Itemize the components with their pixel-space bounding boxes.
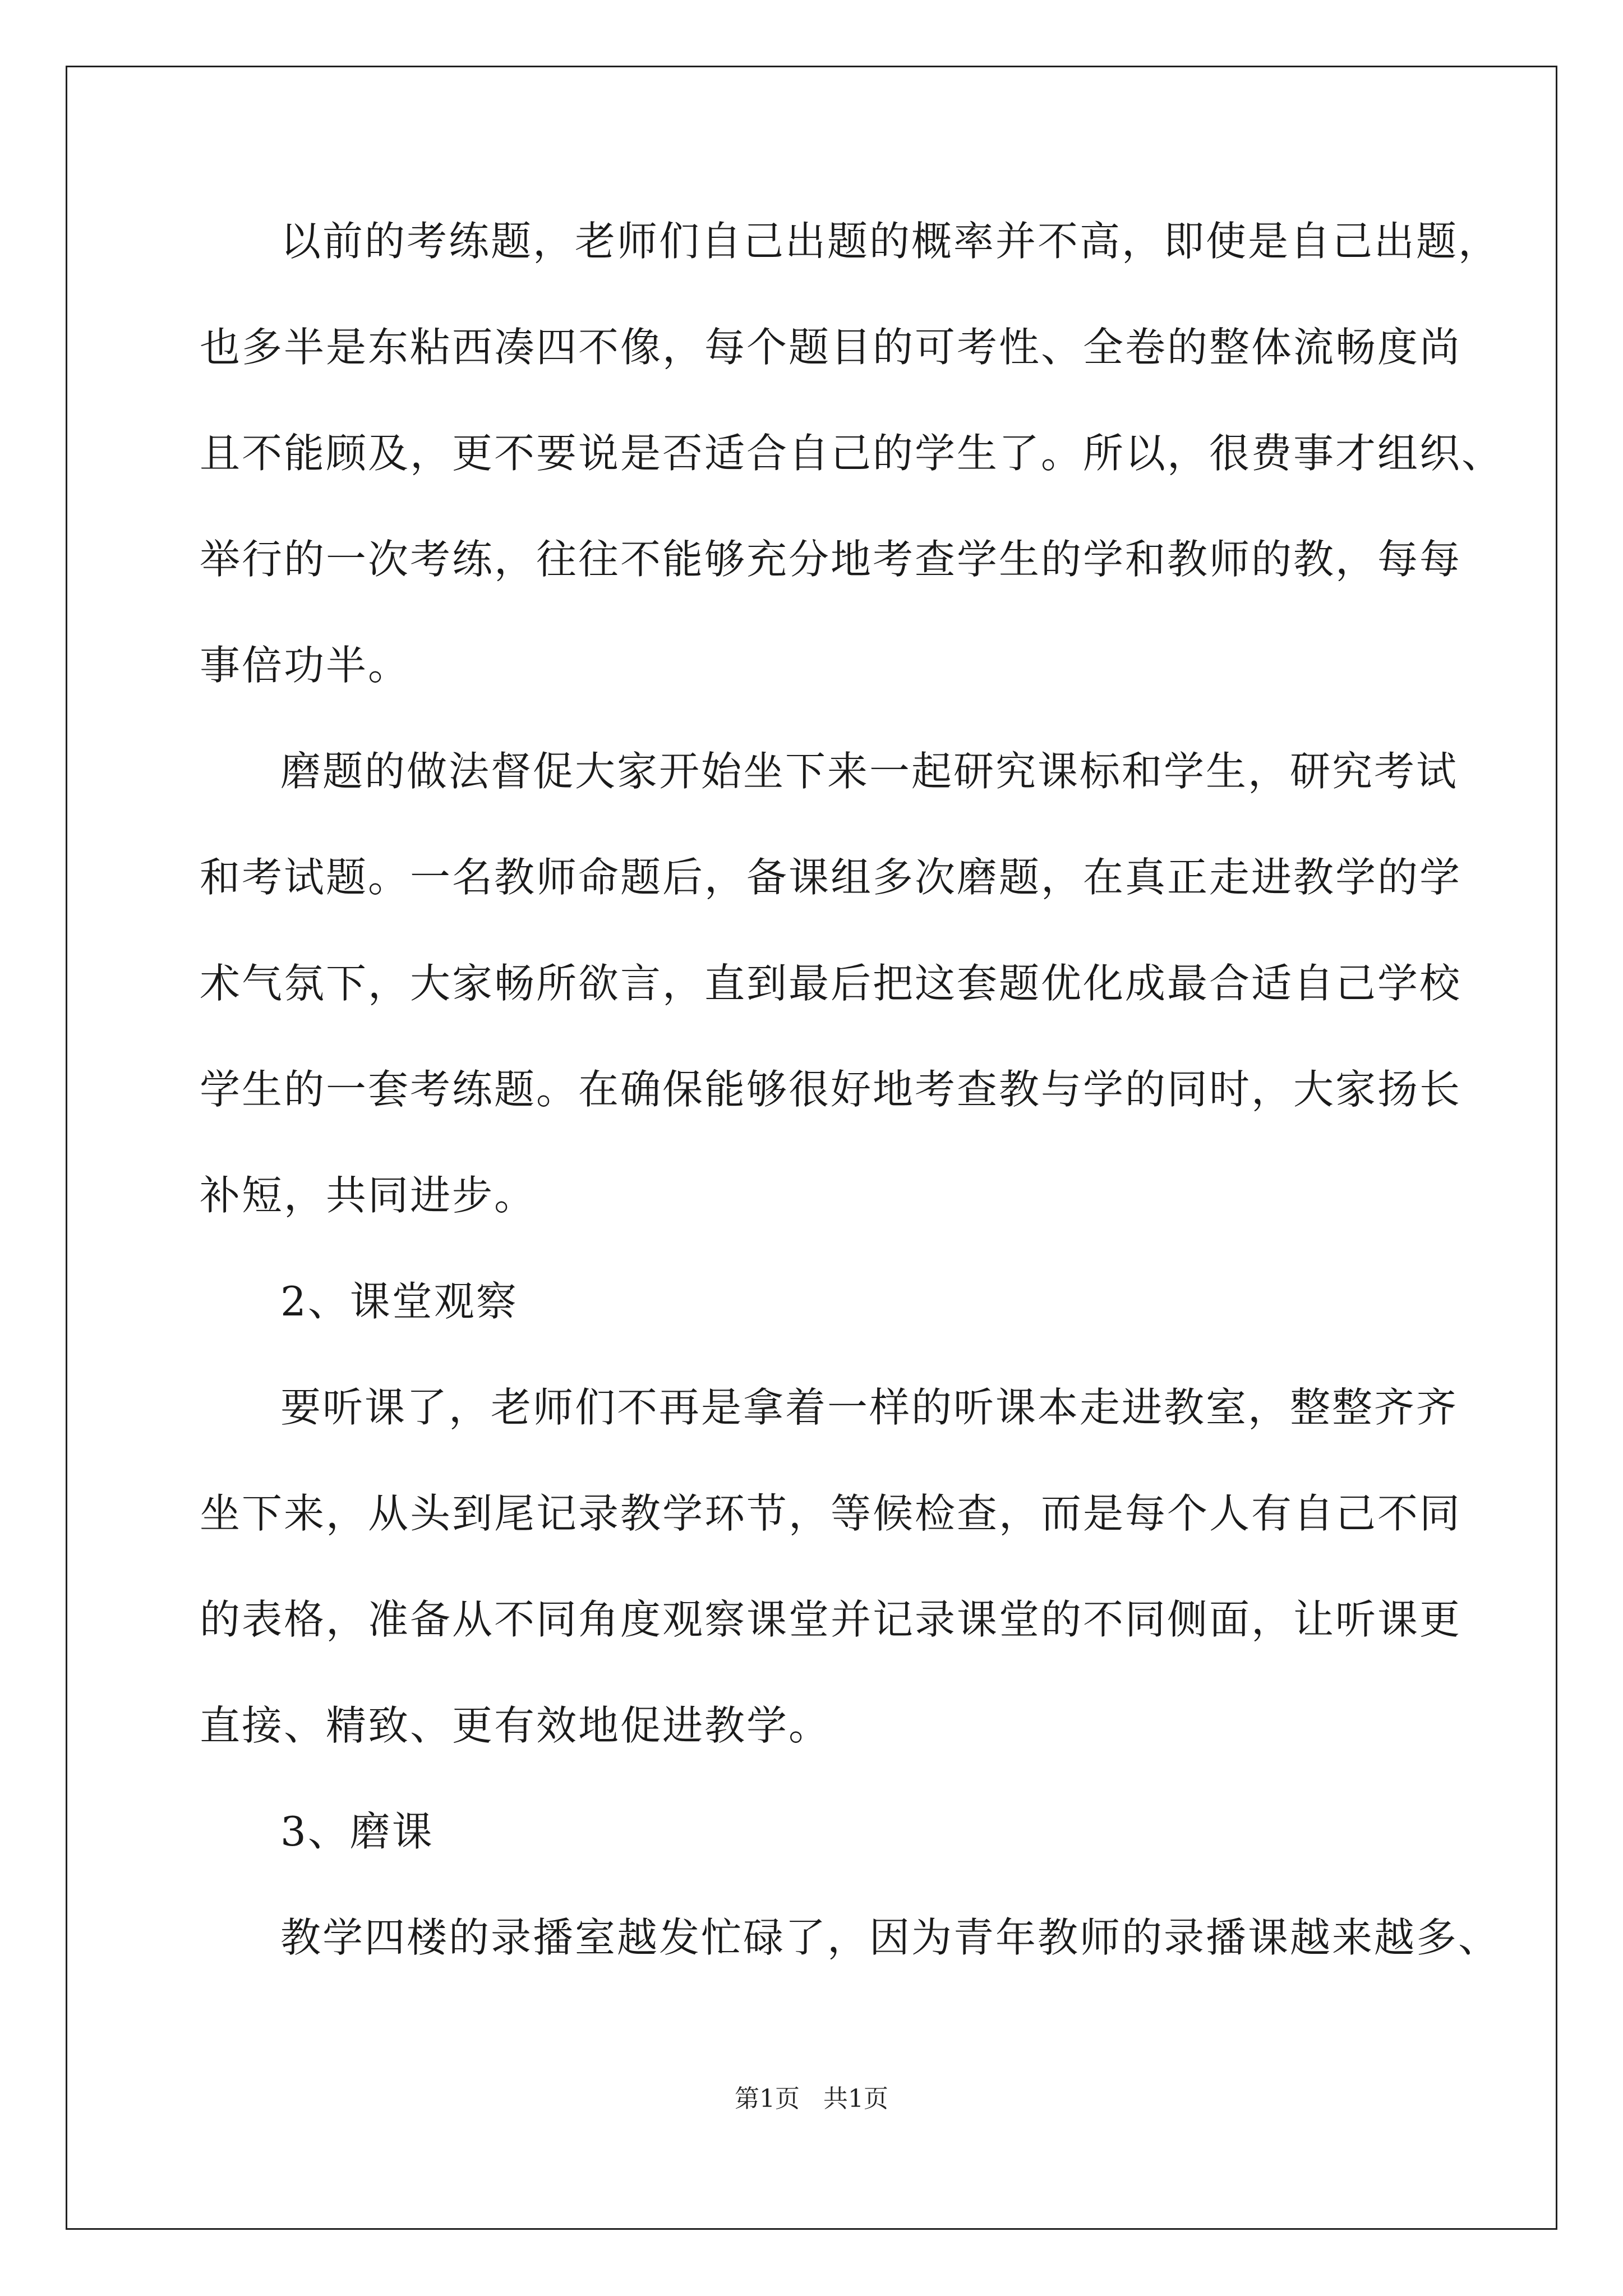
paragraph-3-line-2: 坐下来，从头到尾记录教学环节，等候检查，而是每个人有自己不同 bbox=[200, 1490, 1462, 1537]
paragraph-2-line-5: 补短，共同进步。 bbox=[200, 1172, 537, 1219]
paragraph-2-line-4: 学生的一套考练题。在确保能够很好地考查教与学的同时，大家扬长 bbox=[200, 1066, 1462, 1113]
paragraph-1-line-4: 举行的一次考练，往往不能够充分地考查学生的学和教师的教，每每 bbox=[200, 536, 1462, 583]
paragraph-2-line-3: 术气氛下，大家畅所欲言，直到最后把这套题优化成最合适自己学校 bbox=[200, 960, 1462, 1007]
page-border bbox=[66, 66, 1557, 2230]
page-number-footer: 第1页 共1页 bbox=[735, 2085, 888, 2113]
section-heading-classroom-observation: 2、课堂观察 bbox=[280, 1278, 518, 1325]
paragraph-2-line-1: 磨题的做法督促大家开始坐下来一起研究课标和学生，研究考试 bbox=[280, 748, 1459, 795]
paragraph-3-line-4: 直接、精致、更有效地促进教学。 bbox=[200, 1702, 831, 1749]
paragraph-1-line-3: 且不能顾及，更不要说是否适合自己的学生了。所以，很费事才组织、 bbox=[200, 430, 1504, 477]
paragraph-3-line-1: 要听课了，老师们不再是拿着一样的听课本走进教室，整整齐齐 bbox=[280, 1384, 1459, 1431]
paragraph-1-line-1: 以前的考练题，老师们自己出题的概率并不高，即使是自己出题， bbox=[280, 218, 1501, 265]
paragraph-4-line-1: 教学四楼的录播室越发忙碌了，因为青年教师的录播课越来越多、 bbox=[280, 1914, 1501, 1961]
paragraph-1-line-5: 事倍功半。 bbox=[200, 642, 411, 689]
paragraph-2-line-2: 和考试题。一名教师命题后，备课组多次磨题，在真正走进教学的学 bbox=[200, 854, 1462, 901]
section-heading-lesson-polishing: 3、磨课 bbox=[280, 1808, 434, 1855]
paragraph-3-line-3: 的表格，准备从不同角度观察课堂并记录课堂的不同侧面，让听课更 bbox=[200, 1596, 1462, 1643]
paragraph-1-line-2: 也多半是东粘西凑四不像，每个题目的可考性、全卷的整体流畅度尚 bbox=[200, 324, 1462, 371]
